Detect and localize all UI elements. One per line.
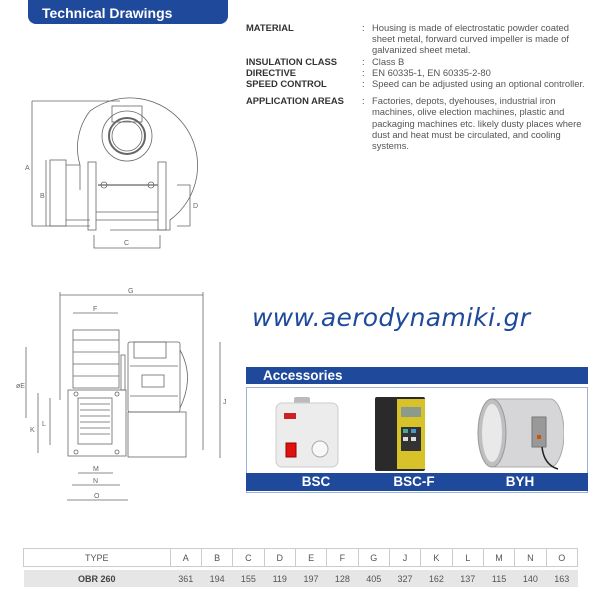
table-cell: 140 <box>515 570 546 587</box>
outlet-grille <box>78 398 112 444</box>
table-header-row <box>24 549 578 567</box>
table-header-cell: G <box>358 549 389 567</box>
table-cell: 163 <box>546 570 577 587</box>
spec-row-application <box>246 95 591 151</box>
spec-colon: : <box>362 95 365 107</box>
spec-label: MATERIAL <box>246 22 294 33</box>
motor-body <box>128 342 180 412</box>
table-header-cell: K <box>421 549 452 567</box>
section-title: Technical Drawings <box>42 5 173 21</box>
dim-label-m: M <box>93 466 99 473</box>
dim-label-j: J <box>223 399 227 406</box>
dim-label-d: D <box>193 203 199 210</box>
dim-label-e: øE <box>16 383 25 390</box>
dim-label-b: B <box>40 193 45 200</box>
table-cell-type: OBR 260 <box>24 570 171 587</box>
table-cell: 137 <box>452 570 483 587</box>
frequency-inverter-icon[interactable] <box>373 393 429 473</box>
section-header-tab <box>28 0 228 24</box>
dim-label-c: C <box>124 240 130 247</box>
accessories-labels-bar <box>246 473 588 491</box>
table-header-cell: L <box>452 549 483 567</box>
table-header-cell: N <box>515 549 546 567</box>
dimension-line <box>60 292 203 450</box>
dim-label-o: O <box>94 493 100 500</box>
spec-value: Class B <box>372 55 405 67</box>
table-cell: 128 <box>327 570 358 587</box>
table-header-cell: J <box>389 549 420 567</box>
spec-row-speed-control <box>246 78 591 89</box>
table-header-cell: A <box>170 549 201 567</box>
spec-colon: : <box>362 66 365 78</box>
dim-label-n: N <box>93 478 99 485</box>
table-header-cell: B <box>201 549 232 567</box>
table-header-cell: C <box>233 549 264 567</box>
foot-right <box>158 162 166 230</box>
spec-label: APPLICATION AREAS <box>246 95 344 107</box>
front-view-drawing <box>20 70 240 250</box>
spec-colon: : <box>362 22 365 33</box>
speed-controller-icon[interactable] <box>274 395 344 470</box>
accessory-label-byh[interactable]: BYH <box>505 474 535 489</box>
side-view-drawing <box>10 280 240 510</box>
terminal-box <box>134 342 166 358</box>
table-cell: 405 <box>358 570 389 587</box>
spec-value: Speed can be adjusted using an optional controller. <box>372 78 585 90</box>
table-cell: 194 <box>201 570 232 587</box>
table-header-cell: E <box>295 549 326 567</box>
spec-list <box>246 22 591 151</box>
table-header-cell: M <box>483 549 514 567</box>
spec-row-material <box>246 22 591 56</box>
spec-value: EN 60335-1, EN 60335-2-80 <box>372 66 491 78</box>
dim-label-a: A <box>25 165 30 172</box>
table-cell: 327 <box>389 570 420 587</box>
accessories-title: Accessories <box>263 368 343 383</box>
table-cell: 162 <box>421 570 452 587</box>
accessory-label-bsc-f[interactable]: BSC-F <box>393 474 435 489</box>
table-cell: 115 <box>483 570 514 587</box>
motor-base <box>128 412 186 457</box>
table-cell: 119 <box>264 570 295 587</box>
spec-label: DIRECTIVE <box>246 66 297 78</box>
table-header-cell: O <box>546 549 577 567</box>
spec-row-insulation <box>246 56 591 67</box>
table-header-cell: D <box>264 549 295 567</box>
terminal-box <box>112 106 142 122</box>
table-cell: 361 <box>170 570 201 587</box>
table-cell: 197 <box>295 570 326 587</box>
table-header-cell: TYPE <box>24 549 171 567</box>
spec-colon: : <box>362 78 365 90</box>
outlet-flange <box>68 390 126 456</box>
dim-label-f: F <box>93 306 98 313</box>
table-cell: 155 <box>233 570 264 587</box>
damper-icon[interactable] <box>472 395 564 473</box>
accessory-label-bsc[interactable]: BSC <box>301 474 331 489</box>
spec-label: INSULATION CLASS <box>246 55 337 67</box>
dim-label-l: L <box>42 421 46 428</box>
spec-value: Housing is made of electrostatic powder coated sheet metal, forward curved impeller is made of galvanized sheet metal. <box>372 22 569 56</box>
impeller-housing <box>73 330 119 388</box>
dim-label-k: K <box>30 427 35 434</box>
spec-colon: : <box>362 55 365 67</box>
table-row <box>24 570 578 587</box>
spec-label: SPEED CONTROL <box>246 78 327 90</box>
spec-row-directive <box>246 67 591 78</box>
spec-value: Factories, depots, dyehouses, industrial iron machines, olive election machines, plastic and packaging machines etc. likely dusty places where dust and heat must be circulated, and cooling systems. <box>372 95 582 152</box>
inlet-flange <box>50 160 66 226</box>
table-header-cell: F <box>327 549 358 567</box>
accessories-header <box>246 367 588 384</box>
dimensions-table <box>23 548 578 587</box>
website-url[interactable]: www.aerodynamiki.gr <box>252 303 531 332</box>
dim-label-g: G <box>128 288 134 295</box>
